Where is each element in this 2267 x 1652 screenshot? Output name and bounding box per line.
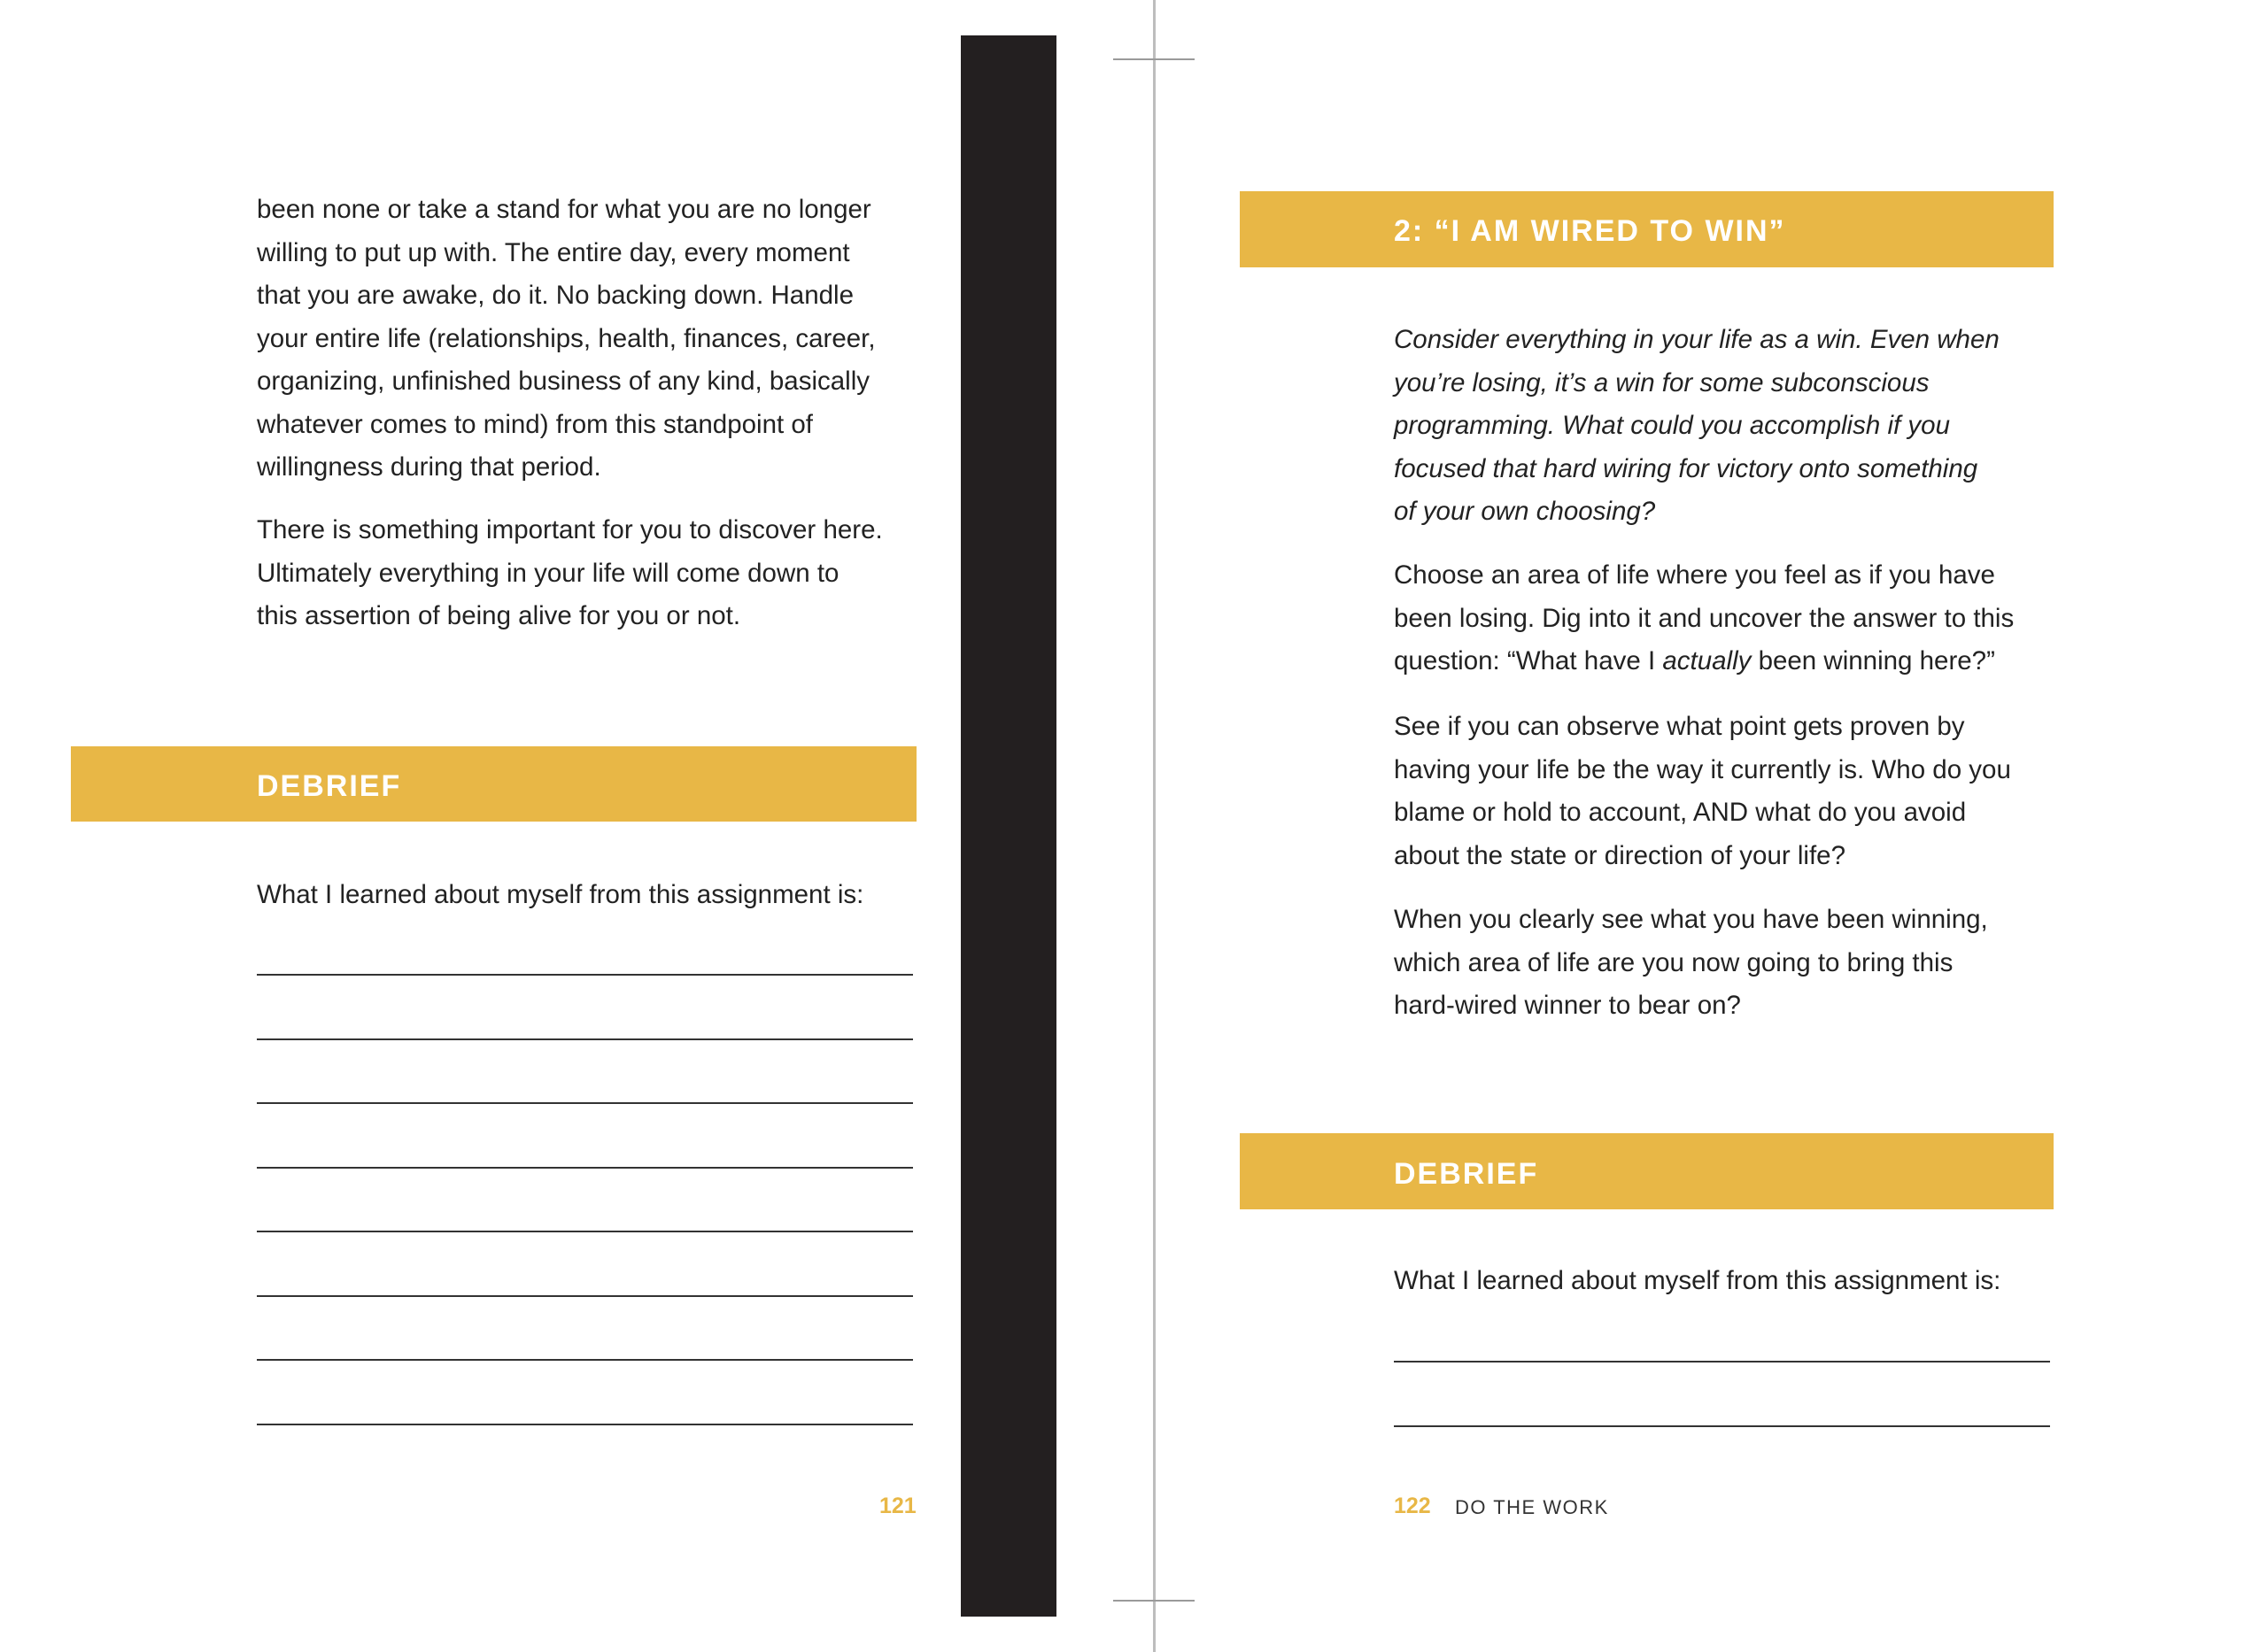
text-line: you’re losing, it’s a win for some subconscious	[1394, 367, 1930, 398]
text-line: of your own choosing?	[1394, 497, 1656, 526]
text-line: focused that hard wiring for victory onto something	[1394, 453, 1978, 483]
right-body-paragraph-2	[1394, 706, 2049, 877]
left-answer-line[interactable]	[257, 1359, 913, 1361]
right-answer-line[interactable]	[1394, 1361, 2050, 1363]
left-body-paragraph-2	[257, 509, 930, 638]
right-footer-label: DO THE WORK	[1455, 1496, 1609, 1518]
right-answer-line[interactable]	[1394, 1425, 2050, 1427]
text-line: There is something important for you to discover here.	[257, 515, 883, 544]
rp1-emphasis: actually	[1662, 646, 1752, 675]
text-line: organizing, unfinished business of any kind, basically	[257, 367, 870, 396]
left-answer-line[interactable]	[257, 1424, 913, 1425]
right-body-paragraph-1	[1394, 554, 2049, 683]
text-line: been none or take a stand for what you are no longer	[257, 195, 871, 224]
text-line: willingness during that period.	[257, 452, 601, 482]
left-answer-line[interactable]	[257, 1038, 913, 1040]
right-debrief-heading: DEBRIEF	[1394, 1157, 1539, 1191]
left-answer-line[interactable]	[257, 974, 913, 976]
text-line: When you clearly see what you have been winning,	[1394, 905, 1988, 934]
right-title-heading: 2: “I AM WIRED TO WIN”	[1394, 214, 1786, 248]
right-intro-italic	[1394, 319, 2049, 534]
right-debrief-prompt: What I learned about myself from this assignment is:	[1394, 1266, 2001, 1295]
text-line: blame or hold to account, AND what do you avoid	[1394, 798, 1967, 827]
rp1-last-after: been winning here?”	[1751, 646, 1995, 675]
text-line: been losing. Dig into it and uncover the answer to this	[1394, 603, 2015, 633]
left-page-number: 121	[879, 1494, 917, 1518]
right-body-paragraph-3	[1394, 899, 2049, 1028]
text-line: hard-wired winner to bear on?	[1394, 991, 1741, 1020]
right-debrief-bar	[1240, 1133, 2054, 1209]
text-line: having your life be the way it currently is. Who do you	[1394, 754, 2011, 784]
text-line: that you are awake, do it. No backing down. Handle	[257, 281, 854, 310]
text-line: this assertion of being alive for you or not.	[257, 601, 741, 630]
text-line: programming. What could you accomplish if you	[1394, 411, 1950, 440]
left-answer-line[interactable]	[257, 1295, 913, 1297]
left-answer-line[interactable]	[257, 1102, 913, 1104]
right-page-number: 122	[1394, 1494, 1431, 1518]
rp1-last-before: question: “What have I	[1394, 646, 1663, 675]
text-line: Ultimately everything in your life will come down to	[257, 558, 839, 588]
left-answer-line[interactable]	[257, 1231, 913, 1232]
page-divider	[1153, 0, 1156, 1652]
text-line: Consider everything in your life as a win. Even when	[1394, 325, 2000, 354]
left-answer-line[interactable]	[257, 1167, 913, 1169]
left-page	[0, 0, 956, 1652]
left-body-paragraph-1	[257, 189, 930, 490]
text-line: which area of life are you now going to bring this	[1394, 947, 1954, 977]
text-line: willing to put up with. The entire day, every moment	[257, 237, 850, 267]
left-debrief-heading: DEBRIEF	[257, 769, 402, 803]
text-line: about the state or direction of your life?	[1394, 840, 1845, 870]
text-line: See if you can observe what point gets proven by	[1394, 712, 1965, 741]
book-spine	[961, 35, 1056, 1617]
text-line: whatever comes to mind) from this standpoint of	[257, 409, 813, 439]
text-line: your entire life (relationships, health, finances, career,	[257, 323, 876, 353]
left-debrief-bar	[71, 746, 917, 822]
left-debrief-prompt: What I learned about myself from this assignment is:	[257, 880, 864, 909]
text-line: Choose an area of life where you feel as if you have	[1394, 560, 1995, 590]
